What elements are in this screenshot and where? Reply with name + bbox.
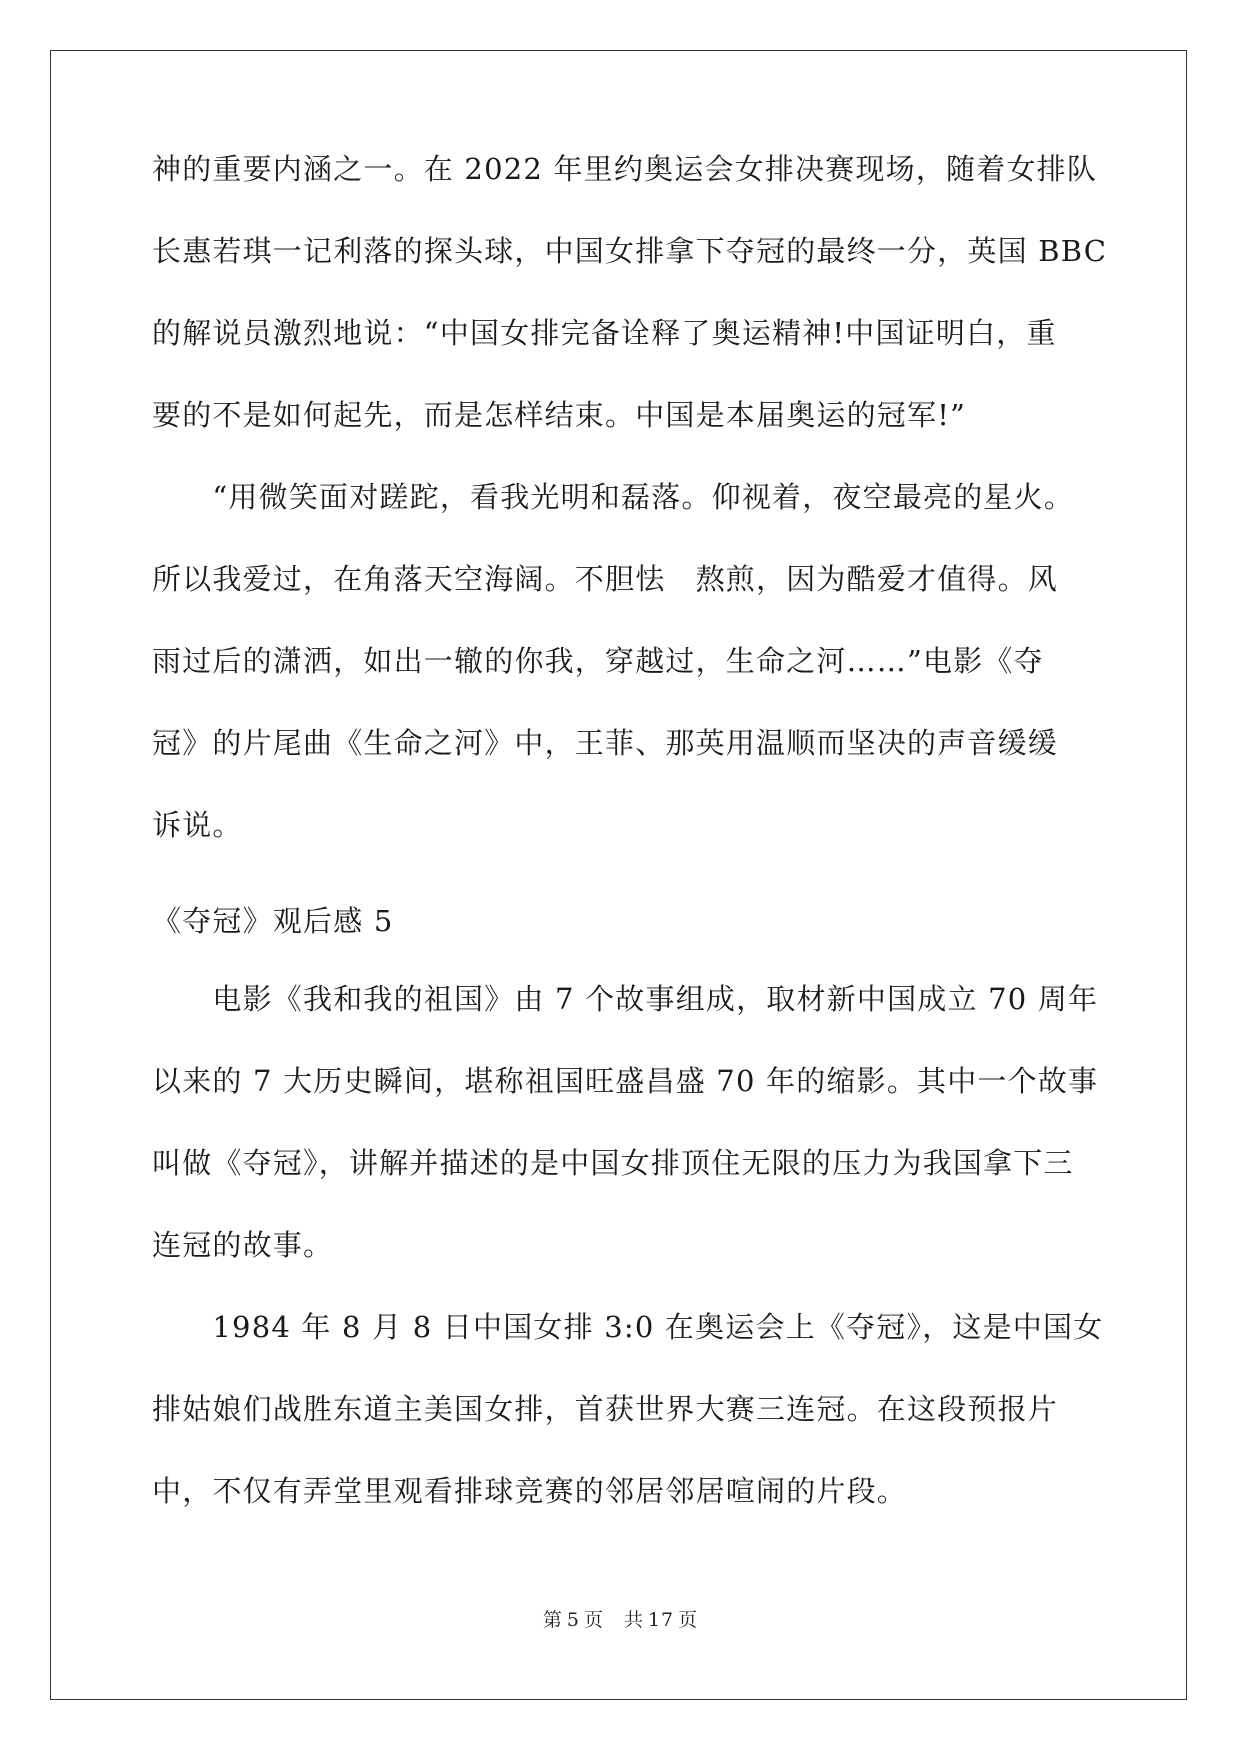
total-page-count: 17 bbox=[647, 1609, 675, 1631]
text-line: 中，不仅有弄堂里观看排球竞赛的邻居邻居喧闹的片段。 bbox=[152, 1474, 908, 1508]
footer-mid: 页 共 bbox=[583, 1609, 644, 1631]
text-line: 雨过后的潇洒，如出一辙的你我，穿越过，生命之河……”电影《夺 bbox=[152, 644, 1044, 678]
body-text-top bbox=[152, 128, 1108, 866]
text-line: 叫做《夺冠》，讲解并描述的是中国女排顶住无限的压力为我国拿下三 bbox=[152, 1146, 1074, 1180]
text-line: 神的重要内涵之一。在 2022 年里约奥运会女排决赛现场，随着女排队 bbox=[152, 152, 1098, 186]
text-line: 长惠若琪一记利落的探头球，中国女排拿下夺冠的最终一分，英国 BBC bbox=[152, 234, 1108, 268]
footer-suffix: 页 bbox=[678, 1609, 699, 1631]
text-line: 要的不是如何起先，而是怎样结束。中国是本届奥运的冠军!” bbox=[152, 398, 967, 432]
text-line: 连冠的故事。 bbox=[152, 1228, 334, 1262]
text-line: 电影《我和我的祖国》由 7 个故事组成，取材新中国成立 70 周年 bbox=[152, 982, 1099, 1016]
text-line: 1984 年 8 月 8 日中国女排 3:0 在奥运会上《夺冠》，这是中国女 bbox=[152, 1310, 1104, 1344]
section-heading: 《夺冠》观后感 5 bbox=[152, 904, 394, 938]
text-line: 以来的 7 大历史瞬间，堪称祖国旺盛昌盛 70 年的缩影。其中一个故事 bbox=[152, 1064, 1099, 1098]
current-page-number: 5 bbox=[566, 1609, 580, 1631]
text-line: 的解说员激烈地说：“中国女排完备诠释了奥运精神!中国证明白，重 bbox=[152, 316, 1057, 350]
footer-prefix: 第 bbox=[542, 1609, 563, 1631]
text-line: 排姑娘们战胜东道主美国女排，首获世界大赛三连冠。在这段预报片 bbox=[152, 1392, 1059, 1426]
page-footer bbox=[0, 1605, 1241, 1632]
text-line: “用微笑面对蹉跎，看我光明和磊落。仰视着，夜空最亮的星火。 bbox=[152, 480, 1075, 514]
text-line: 所以我爱过，在角落天空海阔。不胆怯 熬煎，因为酷爱才值得。风 bbox=[152, 562, 1059, 596]
body-text-bottom bbox=[152, 958, 1104, 1532]
text-line: 冠》的片尾曲《生命之河》中，王菲、那英用温顺而坚决的声音缓缓 bbox=[152, 726, 1059, 760]
text-line: 诉说。 bbox=[152, 808, 243, 842]
